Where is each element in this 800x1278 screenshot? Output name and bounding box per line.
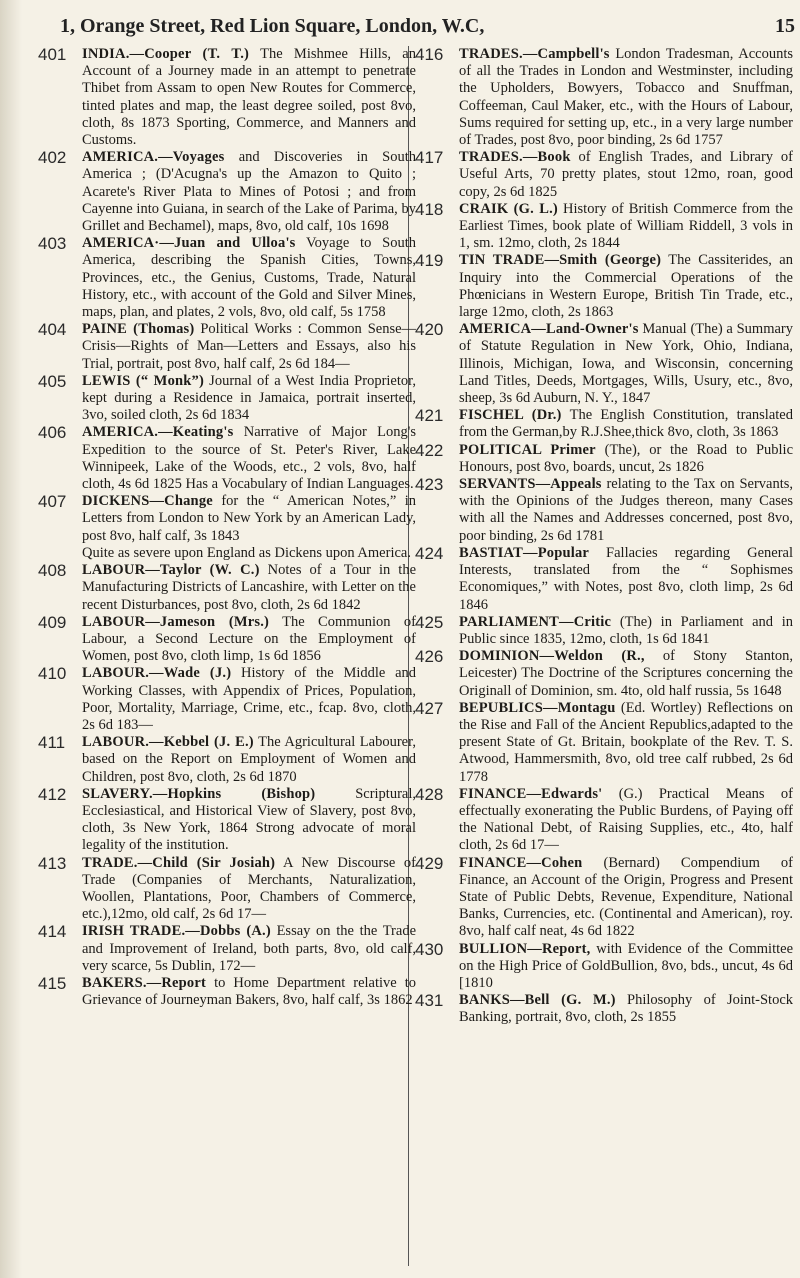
entry-description: The Communion of Labour, a Second Lecture on the Employment of Women, post 8vo, cloth limp, 1s 6d 1856	[82, 613, 416, 665]
entry-description: Notes of a Tour in the Manufacturing Districts of Lancashire, with Letter on the recent Disturbances, post 8vo, cloth, 2s 6d 1842	[82, 562, 417, 613]
entry-number: 408	[38, 561, 67, 581]
entry-number: 406	[38, 423, 67, 443]
catalogue-entry	[415, 648, 793, 700]
entry-description: (Bernard) Compendium of Finance, an Account of the Origin, Progress and Present State of Public Debts, Revenue, Expenditure, National Banks, Currencies, etc. (Continental and American), roy. 8vo, half calf neat, 4s 6d 1822	[459, 854, 793, 940]
entry-description: Scriptural, Ecclesiastical, and Historical View of Slavery, post 8vo, cloth, 3s New York, 1864 Strong advocate of moral legality of the institution.	[82, 785, 417, 854]
entry-number: 425	[415, 612, 444, 632]
entry-heading: DICKENS—Change	[82, 493, 213, 510]
entry-number: 403	[38, 234, 67, 254]
entry-number: 420	[415, 320, 444, 340]
entry-heading: LABOUR—Taylor (W. C.)	[82, 562, 260, 579]
catalogue-entry	[415, 407, 793, 441]
entry-heading: SERVANTS—Appeals	[459, 476, 602, 493]
catalogue-entry	[415, 149, 793, 201]
entry-description: Fallacies regarding General Interests, translated from the “ Sophismes Economiques,” with Notes, post 8vo, cloth limp, 2s 6d 1846	[459, 544, 794, 613]
entry-number: 416	[415, 45, 444, 64]
catalogue-entry	[38, 149, 416, 235]
entry-number: 407	[38, 492, 67, 512]
entry-description: of Stony Stanton, Leicester) The Doctrine of the Scriptures concerning the Originall of Dominion, sm. 4to, old half russia, 5s 1648	[459, 648, 793, 699]
entry-heading: POLITICAL Primer	[459, 441, 596, 458]
entry-heading: DOMINION—Weldon (R.,	[459, 648, 645, 665]
entry-number: 410	[38, 664, 67, 684]
entry-description: The Cassiterides, an Inquiry into the Commercial Operations of the Phœnicians in Western Europe, British Tin Trade, etc., large 12mo, cloth, 2s 1863	[459, 252, 793, 321]
entry-heading: TRADES.—Campbell's	[459, 46, 610, 62]
page-number: 15	[775, 15, 795, 37]
entry-heading: PAINE (Thomas)	[82, 321, 195, 338]
catalogue-entry	[38, 614, 416, 666]
catalogue-entry	[38, 923, 416, 975]
entry-number: 421	[415, 406, 444, 426]
entry-description: with Evidence of the Committee on the High Price of GoldBullion, 8vo, bds., uncut, 4s 6d [1810	[459, 940, 794, 991]
entry-heading: BULLION—Report,	[459, 940, 591, 957]
page-header	[60, 8, 795, 44]
entry-heading: FISCHEL (Dr.)	[459, 407, 562, 424]
entry-heading: PARLIAMENT—Critic	[459, 613, 612, 630]
catalogue-entry	[415, 201, 793, 253]
catalogue-entry	[38, 975, 416, 1009]
entry-heading: BAKERS.—Report	[82, 974, 207, 991]
entry-number: 427	[415, 698, 444, 718]
entry-number: 413	[38, 853, 67, 873]
entry-description: (The), or the Road to Public Honours, post 8vo, boards, uncut, 2s 1826	[459, 441, 794, 475]
catalogue-entry	[38, 424, 416, 493]
entry-description: London Tradesman, Accounts of all the Trades in London and Westminster, including the Upholders, Bowyers, Tobacco and Snuffman, Coffeeman, Caul Maker, etc., with the Hours of Labour, Sums required for setting up, etc., in a very large number of Trades, post 8vo, poor binding, 2s 6d 1757	[459, 46, 793, 149]
entry-description: relating to the Tax on Servants, with the Opinions of the Judges thereon, many Cases with all the Names and Addresses concerned, post 8vo, poor binding, 2s 6d 1781	[459, 476, 794, 544]
catalogue-entry	[38, 373, 416, 425]
entry-heading: BANKS—Bell (G. M.)	[459, 992, 616, 1009]
catalogue-entry	[415, 855, 793, 941]
entry-number: 426	[415, 647, 444, 667]
catalogue-note: Quite as severe upon England as Dickens upon America.	[82, 544, 411, 561]
catalogue-entry	[415, 941, 793, 993]
left-column	[38, 46, 416, 1009]
entry-number: 430	[415, 939, 444, 959]
entry-description: Manual (The) a Summary of Statute Regulation in New York, Ohio, Indiana, Illinois, Michigan, Iowa, and Wisconsin, concerning Land Titles, Deeds, Mortgages, Wills, Usury, etc., 8vo, sheep, 3s 6d Auburn, N. Y., 1847	[459, 321, 793, 407]
entry-number: 409	[38, 612, 67, 632]
catalogue-entry	[38, 235, 416, 321]
catalogue-entry	[415, 46, 793, 149]
entry-number: 412	[38, 784, 67, 804]
entry-description: History of the Middle and Working Classes, with Appendix of Prices, Population, Poor, Mortality, Marriage, Crime, etc., fcap. 8vo, cloth, 2s 6d 183—	[82, 665, 416, 733]
entry-heading: AMERICA·—Juan and Ulloa's	[82, 235, 296, 252]
entry-number: 401	[38, 45, 67, 64]
entry-number: 422	[415, 440, 444, 460]
catalogue-entry	[415, 442, 793, 476]
catalogue-entry	[415, 476, 793, 545]
catalogue-entry	[415, 545, 793, 614]
entry-heading: CRAIK (G. L.)	[459, 200, 558, 217]
entry-description: Voyage to South America, describing the Spanish Cities, Towns, Provinces, etc., the Genius, Customs, Trade, Natural History, etc., with account of the Gold and Silver Mines, maps, plan, and plates, 2 vols, 8vo, old calf, 5s 1758	[82, 235, 416, 321]
entry-heading: LABOUR.—Wade (J.)	[82, 665, 232, 682]
catalogue-entry	[415, 700, 793, 786]
entry-number: 423	[415, 475, 444, 495]
catalogue-entry	[415, 252, 793, 321]
entry-heading: AMERICA.—Keating's	[82, 424, 234, 441]
entry-number: 402	[38, 148, 67, 168]
entry-heading: SLAVERY.—Hopkins (Bishop)	[82, 785, 316, 802]
entry-number: 414	[38, 922, 67, 942]
entry-description: for the “ American Notes,” in Letters from London to New York by an American Lady, post 8vo, half calf, 3s 1843	[82, 493, 417, 544]
entry-description: (Ed. Wortley) Reflections on the Rise and Fall of the Ancient Republics,adapted to the present State of Gt. Britain, bookplate of the Rev. T. S. Atwood, Hammersmith, 8vo, old tree calf rubbed, 2s 6d 1778	[459, 699, 793, 785]
entry-heading: AMERICA—Land-Owner's	[459, 321, 639, 338]
catalogue-entry	[415, 786, 793, 855]
entry-number: 404	[38, 320, 67, 340]
catalogue-entry	[38, 46, 416, 149]
entry-heading: TRADES.—Book	[459, 149, 571, 166]
entry-description: to Home Department relative to Grievance of Journeyman Bakers, 8vo, half calf, 3s 1862	[82, 974, 416, 1009]
entry-number: 424	[415, 543, 444, 563]
entry-number: 415	[38, 973, 67, 993]
entry-number: 429	[415, 853, 444, 873]
entry-number: 419	[415, 251, 444, 271]
entry-description: (The) in Parliament and in Public since 1835, 12mo, cloth, 1s 6d 1841	[459, 613, 793, 647]
entry-description: Philosophy of Joint-Stock Banking, portrait, 8vo, cloth, 2s 1855	[459, 992, 794, 1026]
entry-description: Narrative of Major Long's Expedition to the source of St. Peter's River, Lake Winnipeek, Lake of the Woods, etc., 2 vols, 8vo, half cloth, 4s 6d 1825 Has a Vocabulary of Indian Languages.	[82, 424, 417, 493]
entry-description: Essay on the the Trade and Improvement of Ireland, both parts, 8vo, old calf, very scarce, 5s Dublin, 172—	[82, 923, 416, 974]
entry-heading: FINANCE—Cohen	[459, 854, 583, 871]
entry-heading: IRISH TRADE.—Dobbs (A.)	[82, 923, 271, 940]
catalogue-entry	[38, 321, 416, 373]
entry-heading: LABOUR—Jameson (Mrs.)	[82, 613, 270, 630]
entry-number: 417	[415, 148, 444, 168]
catalogue-entry	[38, 786, 416, 855]
entry-description: The Mishmee Hills, an Account of a Journey made in an attempt to penetrate Thibet from Assam to open New Routes for Commerce, tinted plates and map, the least degree soiled, post 8vo, cloth, 8s 1873 Sporting, Commerce, and Manners and Customs.	[82, 46, 416, 149]
entry-description: Journal of a West India Proprietor, kept during a Residence in Jamaica, portrait inserted, 3vo, soiled cloth, 2s 6d 1834	[82, 372, 417, 424]
catalogue-entry	[38, 665, 416, 734]
catalogue-entry	[38, 734, 416, 786]
entry-description: A New Discourse of Trade (Companies of Merchants, Naturalization, Woollen, Plantations, Poor, Chambers of Commerce, etc.),12mo, old calf, 2s 6d 17—	[82, 854, 417, 923]
header-address: 1, Orange Street, Red Lion Square, London, W.C,	[60, 15, 485, 37]
entry-heading: TRADE.—Child (Sir Josiah)	[82, 854, 276, 871]
entry-description: History of British Commerce from the Earliest Times, book plate of William Riddell, 3 vols in 1, sm. 12mo, cloth, 2s 1844	[459, 200, 793, 252]
catalogue-entry	[38, 562, 416, 614]
entry-heading: INDIA.—Cooper (T. T.)	[82, 46, 250, 62]
catalogue-entry	[415, 992, 793, 1026]
catalogue-entry	[38, 855, 416, 924]
entry-heading: TIN TRADE—Smith (George)	[459, 252, 662, 269]
entry-heading: BASTIAT—Popular	[459, 544, 590, 561]
entry-heading: FINANCE—Edwards'	[459, 785, 603, 802]
entry-description: Political Works : Common Sense—Crisis—Rights of Man—Letters and Essays, also his Trial, portrait, post 8vo, half calf, 2s 6d 184—	[82, 321, 417, 372]
entry-heading: LEWIS (“ Monk”)	[82, 372, 205, 389]
entry-number: 405	[38, 371, 67, 391]
entry-heading: AMERICA.—Voyages	[82, 149, 225, 166]
entry-number: 418	[415, 199, 444, 219]
catalogue-entry	[38, 493, 416, 545]
catalogue-entry	[415, 614, 793, 648]
entry-heading: BEPUBLICS—Montagu	[459, 699, 616, 716]
entry-description: The Agricultural Labourer, based on the Report on Employment of Women and Children, post 8vo, cloth, 2s 6d 1870	[82, 734, 416, 785]
entry-number: 431	[415, 991, 444, 1011]
entry-description: of English Trades, and Library of Useful Arts, 70 pretty plates, stout 12mo, roan, good copy, 2s 6d 1825	[459, 149, 794, 200]
right-column	[415, 46, 793, 1027]
entry-number: 428	[415, 784, 444, 804]
entry-description: (G.) Practical Means of effectually exonerating the Public Burdens, of Paying off the National Debt, of Raising Supplies, etc., 4to, half cloth, 2s 6d 17—	[459, 785, 794, 854]
page-spine-shadow	[0, 0, 22, 1278]
entry-number: 411	[38, 733, 66, 753]
entry-heading: LABOUR.—Kebbel (J. E.)	[82, 734, 254, 751]
entry-description: The English Constitution, translated from the German,by R.J.Shee,thick 8vo, cloth, 3s 1863	[459, 407, 793, 441]
catalogue-entry	[415, 321, 793, 407]
entry-description: and Discoveries in South America ; (D'Acugna's up the Amazon to Quito ; Acarete's River Plata to Mines of Potosi ; and from Cayenne into Guiana, in search of the Lake of Parima, by Grillet and Bechamel), maps, 8vo, old calf, 10s 1698	[82, 149, 416, 235]
